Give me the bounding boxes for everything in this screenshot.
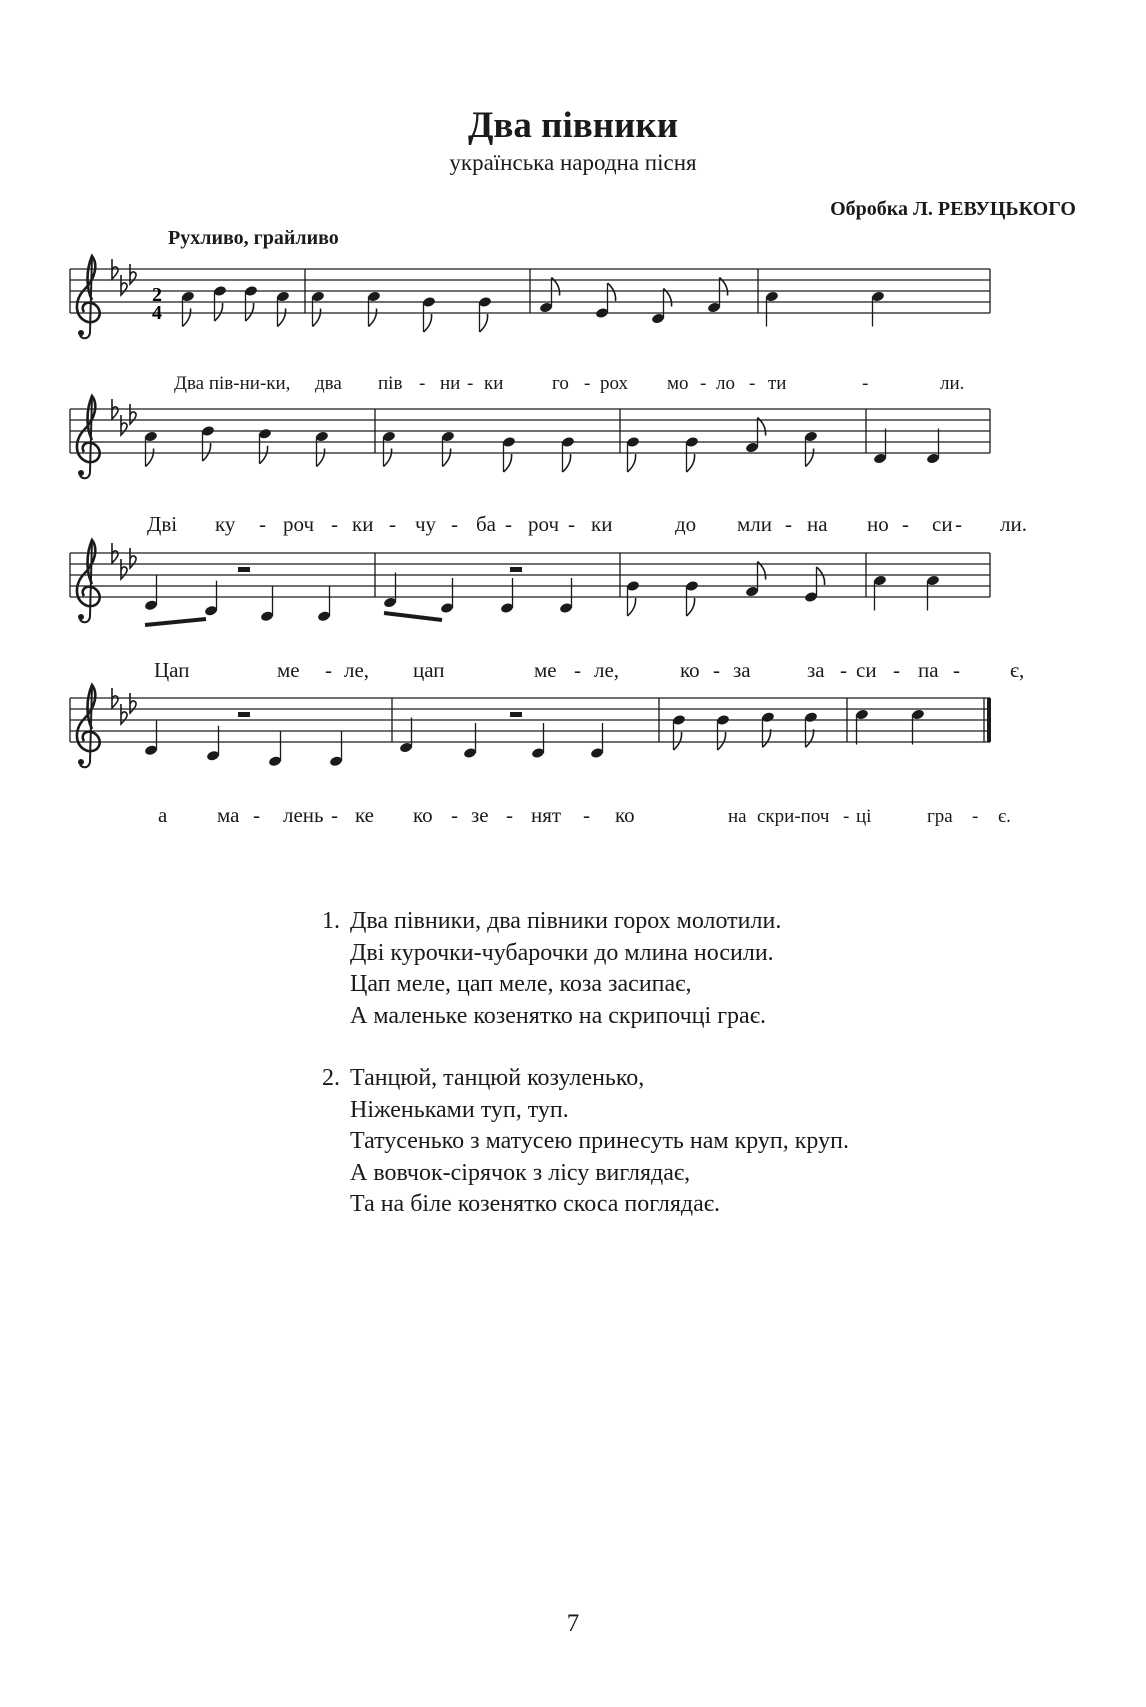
note-flag <box>260 446 268 464</box>
lyric-syllable: - <box>506 803 513 827</box>
lyric-syllable: мли <box>737 512 773 536</box>
time-signature-top: 2 <box>152 284 162 306</box>
lyric-syllable: Два пів-ни-ки, <box>174 373 291 394</box>
lyric-syllable: - <box>749 373 756 394</box>
treble-clef-icon <box>77 256 100 338</box>
lyric-syllable: - <box>331 803 338 827</box>
lyric-syllable: но <box>867 512 889 536</box>
lyric-syllable: ме <box>534 658 557 682</box>
lyric-syllable: роч <box>283 512 315 536</box>
verse-line: Та на біле козенятко скоса поглядає. <box>350 1191 721 1217</box>
lyric-syllable: зе <box>471 803 489 827</box>
note-beam <box>384 613 442 620</box>
flat-icon <box>121 275 127 295</box>
lyric-syllable: пів <box>378 373 403 394</box>
note-flag <box>687 598 695 616</box>
note-flag <box>504 454 512 472</box>
note-flag <box>424 314 432 332</box>
lyric-syllable: ко <box>615 803 635 827</box>
rest-symbol <box>510 567 522 572</box>
note-flag <box>369 309 377 327</box>
lyric-syllable: а <box>158 803 168 827</box>
lyric-syllable: ке <box>355 803 375 827</box>
lyric-syllable: роч <box>528 512 560 536</box>
note-flag <box>718 732 726 750</box>
lyric-syllable: - <box>893 658 900 682</box>
lyric-syllable: ко <box>680 658 700 682</box>
lyric-syllable: ло <box>716 373 735 394</box>
note-flag <box>806 729 814 747</box>
verse-2 <box>322 1063 849 1221</box>
lyric-syllable: - <box>583 803 590 827</box>
note-flag <box>203 443 211 461</box>
lyrics-system-4 <box>158 803 1011 827</box>
verse-line: Два півники, два півники горох молотили. <box>350 908 782 934</box>
verses-block <box>322 906 849 1252</box>
lyrics-system-1 <box>174 373 964 394</box>
lyric-syllable: є. <box>998 806 1011 827</box>
lyric-syllable: - <box>584 373 591 394</box>
flat-icon <box>121 559 127 579</box>
note-flag <box>443 449 451 467</box>
lyric-syllable: Цап <box>154 658 190 682</box>
flat-icon <box>121 415 127 435</box>
lyric-syllable: - <box>568 512 575 536</box>
note-flag <box>817 567 825 585</box>
lyric-syllable: ки <box>352 512 374 536</box>
treble-clef-icon <box>77 396 100 478</box>
lyric-syllable: на <box>728 806 747 827</box>
note-flag <box>384 449 392 467</box>
lyric-syllable: ки <box>484 373 504 394</box>
final-barline <box>987 698 991 742</box>
note-flag <box>246 303 254 321</box>
verse-line: Ніженьками туп, туп. <box>350 1096 569 1123</box>
flat-icon <box>130 548 136 568</box>
lyric-syllable: ле, <box>594 658 620 682</box>
lyric-syllable: - <box>713 658 720 682</box>
lyric-syllable: гра <box>927 806 953 827</box>
note-flag <box>146 449 154 467</box>
arranger-credit: Обробка Л. РЕВУЦЬКОГО <box>830 198 1076 220</box>
verse-line: Цап меле, цап меле, коза засипає, <box>350 971 692 997</box>
note-flag <box>183 309 191 327</box>
note-flag <box>278 309 286 327</box>
lyric-syllable: лень <box>283 803 324 827</box>
note-flag <box>480 314 488 332</box>
lyric-syllable: - <box>451 512 458 536</box>
flat-icon <box>130 404 136 424</box>
treble-clef-icon <box>77 685 100 767</box>
verse-number: 2. <box>322 1065 340 1091</box>
lyric-syllable: на <box>807 512 828 536</box>
lyric-syllable: до <box>675 512 697 536</box>
verse-line: Танцюй, танцюй козуленько, <box>350 1065 645 1091</box>
lyric-syllable: па <box>918 658 939 682</box>
lyric-syllable: си <box>856 658 877 682</box>
lyrics-system-2 <box>147 512 1027 536</box>
lyric-syllable: ку <box>215 512 236 536</box>
lyric-syllable: ли. <box>1000 512 1027 536</box>
lyric-syllable: - <box>843 806 850 827</box>
lyric-syllable: ме <box>277 658 300 682</box>
lyric-syllable: - <box>325 658 332 682</box>
lyric-syllable: - <box>955 512 962 536</box>
treble-clef-icon <box>77 540 100 622</box>
lyric-syllable: го <box>552 373 569 394</box>
staff-system-3 <box>70 540 990 625</box>
flat-icon <box>130 264 136 284</box>
note-flag <box>313 309 321 327</box>
flat-icon <box>130 693 136 713</box>
lyric-syllable: - <box>253 803 260 827</box>
lyric-syllable: нят <box>531 803 562 827</box>
note-flag <box>628 598 636 616</box>
note-flag <box>563 454 571 472</box>
lyric-syllable: си <box>932 512 953 536</box>
lyric-syllable: скри-поч <box>757 806 830 827</box>
lyric-syllable: - <box>902 512 909 536</box>
time-signature-bottom: 4 <box>152 302 162 324</box>
lyric-syllable: за <box>807 658 825 682</box>
note-flag <box>687 454 695 472</box>
song-subtitle: українська народна пісня <box>449 150 697 175</box>
lyric-syllable: - <box>419 373 426 394</box>
verse-number: 1. <box>322 908 340 934</box>
lyric-syllable: - <box>574 658 581 682</box>
lyric-syllable: два <box>315 373 342 394</box>
note-flag <box>674 732 682 750</box>
lyric-syllable: Дві <box>147 512 178 536</box>
lyric-syllable: ти <box>768 373 787 394</box>
rest-symbol <box>510 712 522 717</box>
page-number: 7 <box>566 1610 580 1637</box>
verse-1 <box>322 906 849 1032</box>
lyric-syllable: ли. <box>940 373 965 394</box>
verse-line: Дві курочки-чубарочки до млина носили. <box>350 939 774 966</box>
verse-line: А маленьке козенятко на скрипочці грає. <box>350 1002 766 1029</box>
lyric-syllable: - <box>953 658 960 682</box>
verse-line: Татусенько з матусею принесуть нам круп, круп. <box>350 1128 849 1154</box>
lyric-syllable: - <box>972 806 979 827</box>
lyric-syllable: рох <box>600 373 629 394</box>
lyric-syllable: - <box>451 803 458 827</box>
lyric-syllable: - <box>505 512 512 536</box>
rest-symbol <box>238 712 250 717</box>
lyrics-system-3 <box>154 658 1024 682</box>
lyric-syllable: ба <box>476 512 497 536</box>
song-title: Два півники <box>467 105 679 146</box>
verse-line: А вовчок-сірячок з лісу виглядає, <box>350 1159 691 1186</box>
note-flag <box>763 729 771 747</box>
flat-icon <box>121 704 127 724</box>
note-flag <box>215 303 223 321</box>
lyric-syllable: ни <box>440 373 461 394</box>
lyric-syllable: - <box>467 373 474 394</box>
staff-system-2 <box>70 396 990 478</box>
rest-symbol <box>238 567 250 572</box>
lyric-syllable: - <box>862 373 869 394</box>
lyric-syllable: ко <box>413 803 433 827</box>
lyric-syllable: ле, <box>344 658 370 682</box>
lyric-syllable: чу <box>415 512 437 536</box>
lyric-syllable: - <box>259 512 266 536</box>
lyric-syllable: - <box>840 658 847 682</box>
lyric-syllable: - <box>700 373 707 394</box>
lyric-syllable: мо <box>667 373 689 394</box>
note-flag <box>317 449 325 467</box>
lyric-syllable: цап <box>413 658 445 682</box>
staff-system-1 <box>70 256 990 338</box>
lyric-syllable: за <box>733 658 751 682</box>
note-flag <box>628 454 636 472</box>
lyric-syllable: ма <box>217 803 240 827</box>
lyric-syllable: ці <box>856 806 872 827</box>
lyric-syllable: - <box>331 512 338 536</box>
lyric-syllable: - <box>389 512 396 536</box>
tempo-marking: Рухливо, грайливо <box>168 227 339 249</box>
note-flag <box>806 449 814 467</box>
lyric-syllable: є, <box>1010 658 1025 682</box>
lyric-syllable: ки <box>591 512 613 536</box>
note-beam <box>145 619 206 625</box>
lyric-syllable: - <box>785 512 792 536</box>
staff-system-4 <box>70 685 991 767</box>
note-flag <box>608 283 616 301</box>
